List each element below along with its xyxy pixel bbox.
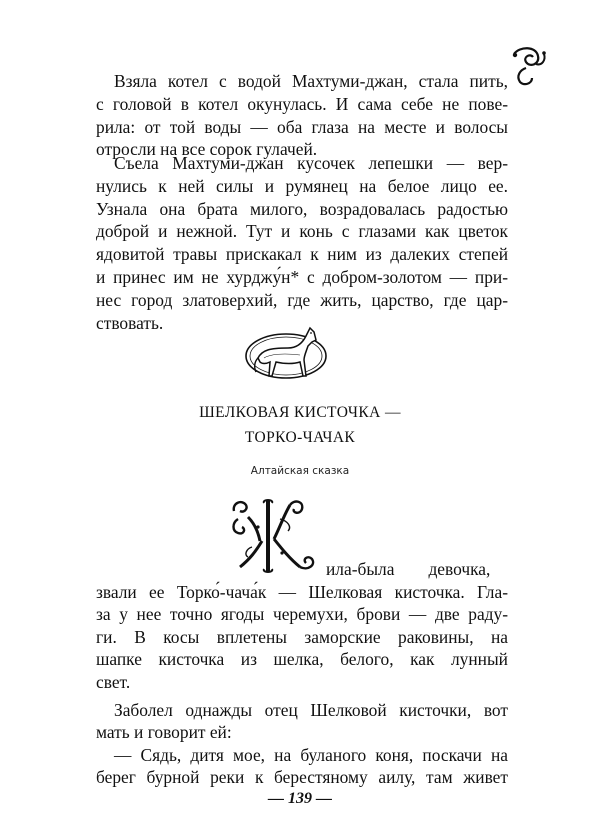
horse-vignette-icon: [244, 318, 328, 386]
text-line: — Сядь, дитя мое, на буланого коня, поскачи на: [114, 744, 508, 765]
first-line: [96, 558, 508, 581]
ornamental-swirl-icon: [506, 44, 548, 88]
story-subtitle: Алтайская сказка: [250, 465, 350, 477]
story-title-line-1: ШЕЛКОВАЯ КИСТОЧКА —: [199, 404, 401, 421]
page-number: — 139 —: [268, 790, 332, 807]
text-line: Взяла котел с водой Махтуми-джан, стала пить,: [114, 71, 508, 91]
text-line: свет.: [96, 671, 131, 692]
text-line: ги. В косы вплетены заморские раковины, на: [96, 626, 508, 647]
text-line: рила: от той воды — оба глаза на месте и волосы: [96, 116, 508, 137]
story-text: [96, 558, 508, 789]
text-line: нулись к ней силы и румянец на белое лицо ее.: [96, 175, 508, 196]
paragraph-2: [96, 152, 508, 334]
text-line: шапке кисточка из шелка, белого, как лунный: [96, 649, 508, 670]
paragraph-1: [96, 70, 508, 161]
text-line: мать и говорит ей:: [96, 722, 232, 743]
story-title-line-2: ТОРКО-ЧАЧАК: [244, 429, 356, 446]
first-line-word: девочка,: [428, 559, 491, 579]
text-line: Узнала она брата милого, возрадовалась радостью: [96, 198, 508, 219]
text-line: отросли на все сорок гулачей.: [96, 139, 318, 160]
text-line: за у нее точно ягоды черемухи, брови — две раду-: [96, 604, 508, 625]
text-line: берег бурной реки к берестяному аилу, там живет: [96, 767, 508, 788]
text-line: ствовать.: [96, 312, 164, 333]
text-line: с головой в котел окунулась. И сама себе не пове-: [96, 93, 508, 114]
text-line: звали ее Торко́-чача́к — Шелковая кисточка. Гла-: [96, 581, 508, 602]
first-line-word: ила-была: [326, 559, 395, 579]
text-line: Заболел однажды отец Шелковой кисточки, вот: [114, 699, 508, 720]
text-line: Съела Махтуми-джан кусочек лепешки — вер-: [114, 153, 508, 173]
text-line: и принес им не хурджу́н* с добром-золотом — при-: [96, 266, 508, 287]
paragraph-5: [96, 744, 508, 789]
text-line: ядовитой травы прискакал к ним из далеких степей: [96, 244, 508, 265]
text-line: нес город златоверхий, где жить, царство, где цар-: [96, 289, 508, 310]
text-line: доброй и нежной. Тут и конь с глазами как цветок: [96, 221, 508, 242]
paragraph-4: [96, 699, 508, 744]
